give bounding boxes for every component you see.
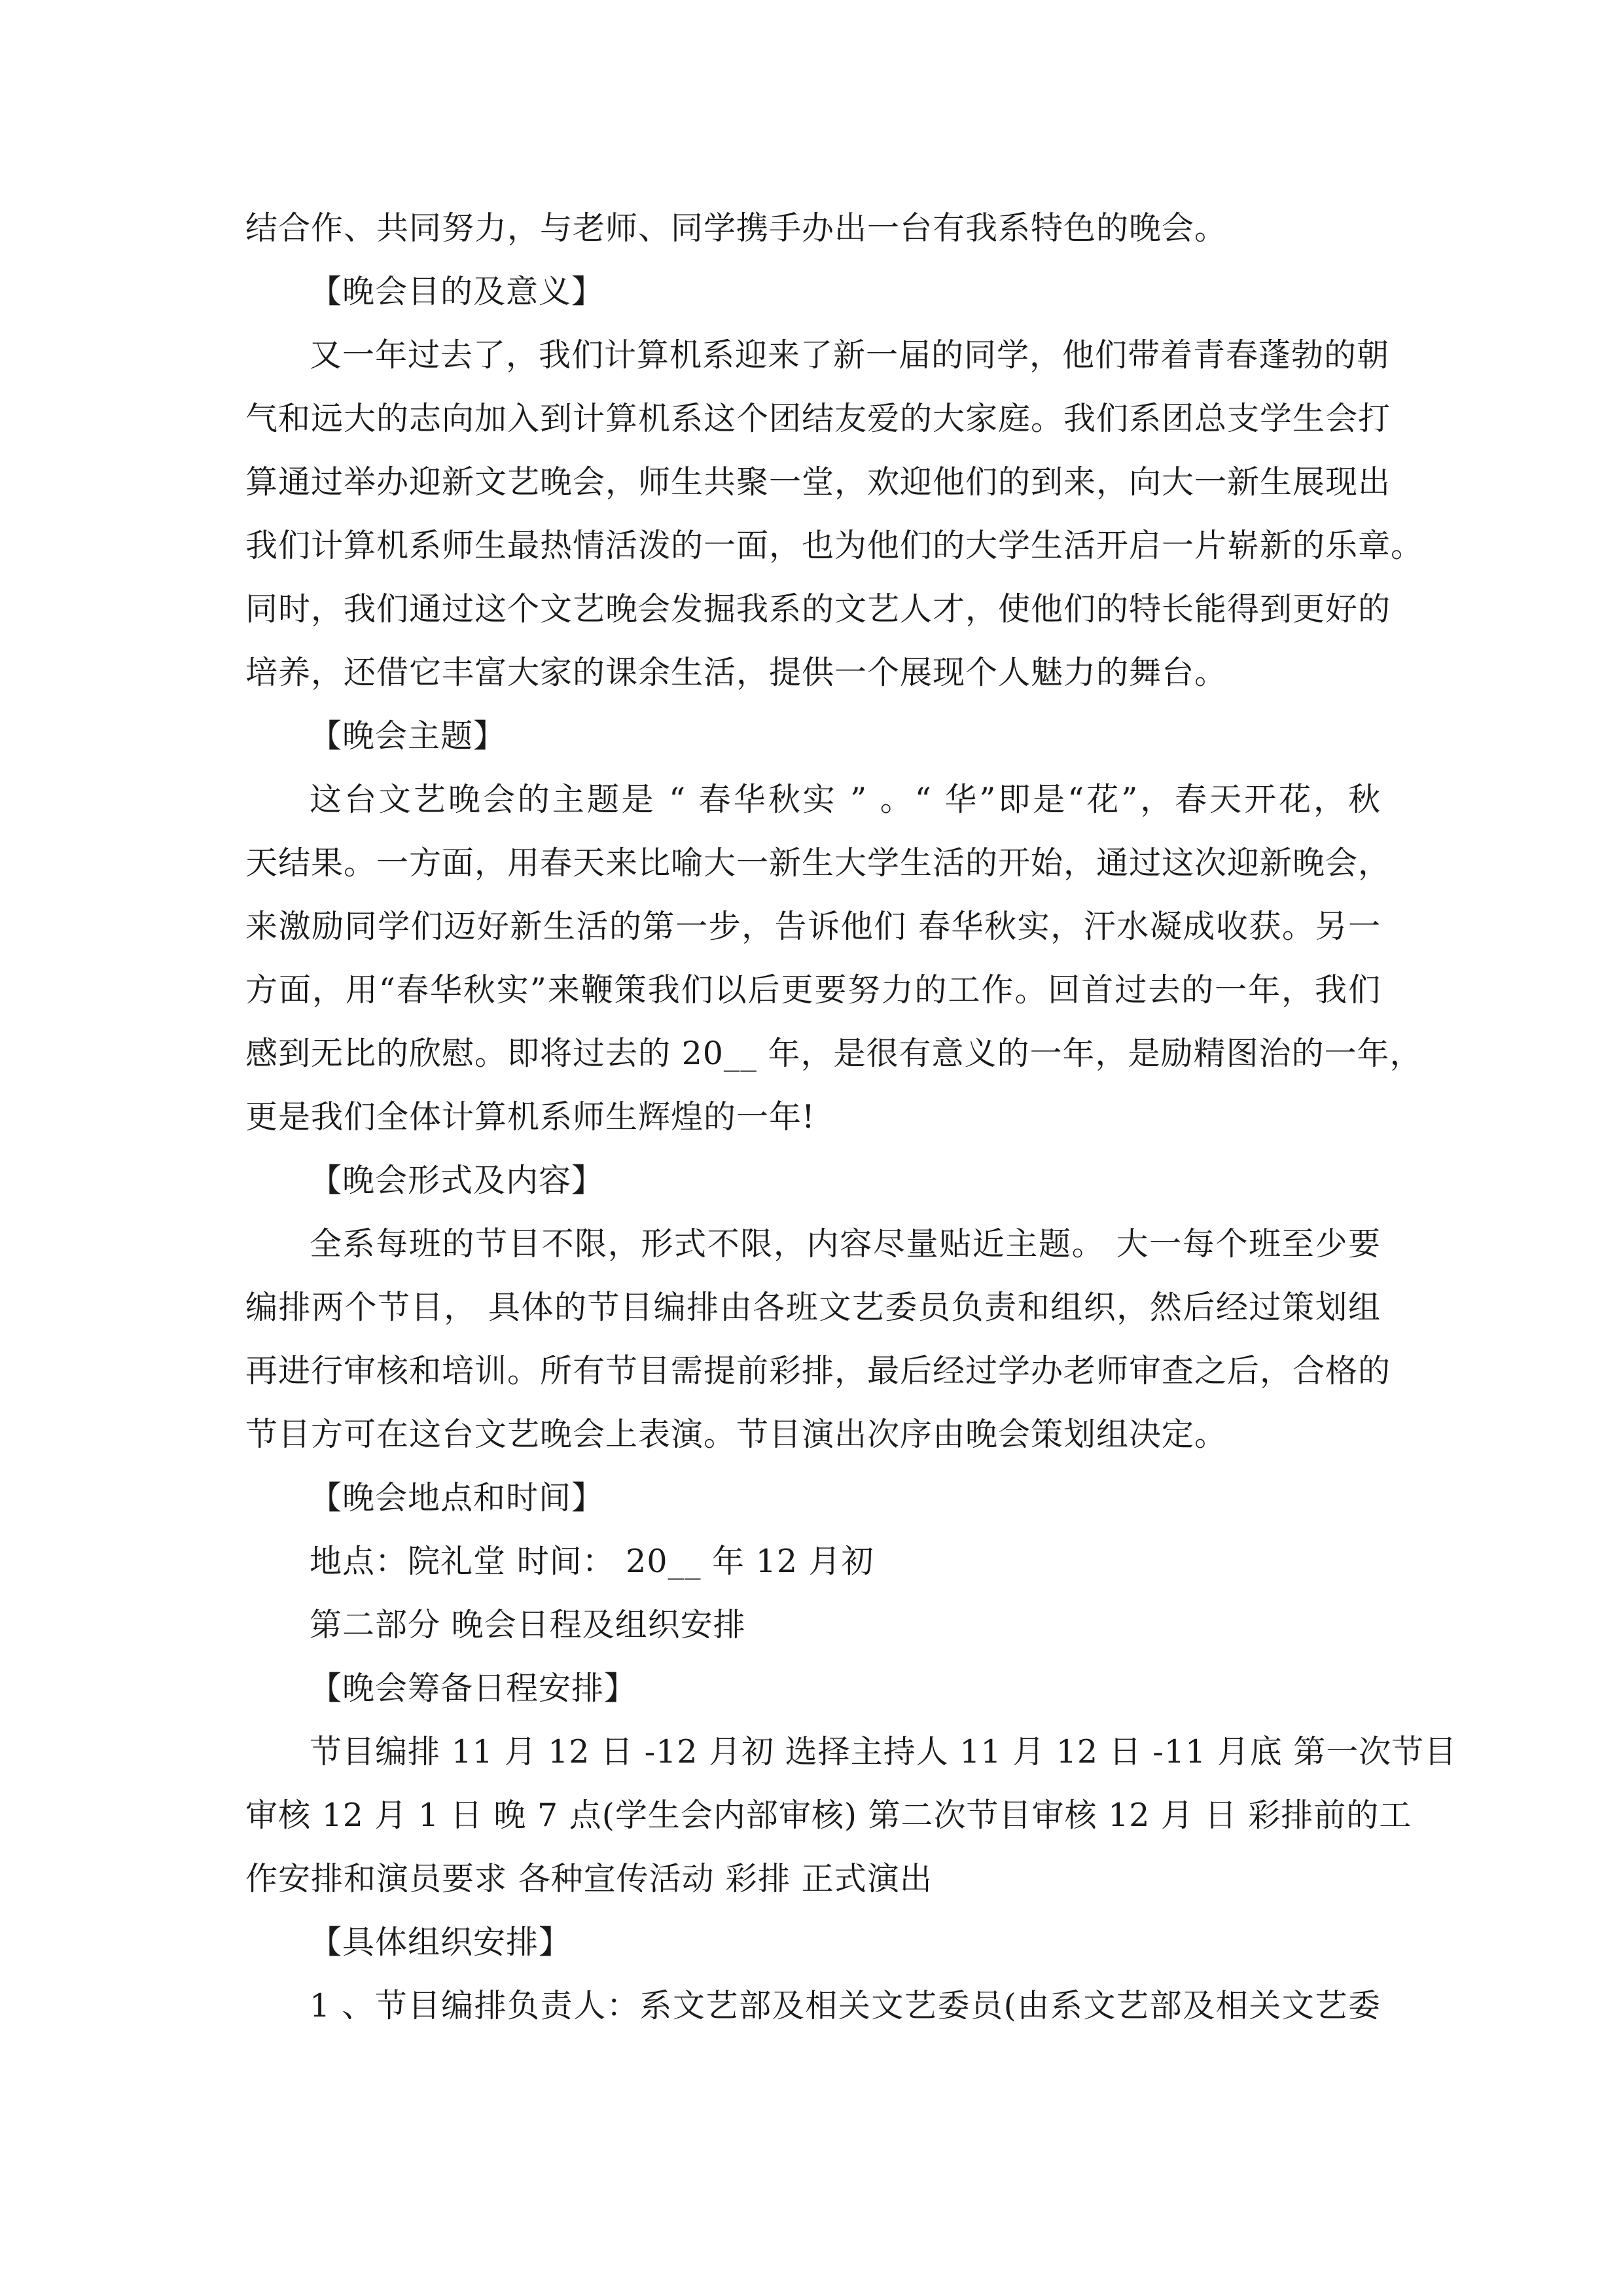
paragraph-line: 编排两个节目， 具体的节目编排由各班文艺委员负责和组织，然后经过策划组 <box>245 1289 1381 1326</box>
paragraph-line: 感到无比的欣慰。即将过去的 20__ 年，是很有意义的一年，是励精图治的一年， <box>245 1035 1423 1072</box>
paragraph-line: 方面，用“春华秋实”来鞭策我们以后更要努力的工作。回首过去的一年，我们 <box>245 971 1381 1009</box>
paragraph-line: 地点：院礼堂 时间： 20__ 年 12 月初 <box>310 1543 874 1580</box>
paragraph-line: 天结果。一方面，用春天来比喻大一新生大学生活的开始，通过这次迎新晚会， <box>245 844 1391 882</box>
paragraph-line: 来激励同学们迈好新生活的第一步，告诉他们 春华秋实，汗水凝成收获。另一 <box>245 908 1381 945</box>
section-heading-organization: 【具体组织安排】 <box>310 1924 572 1961</box>
paragraph-line: 又一年过去了，我们计算机系迎来了新一届的同学，他们带着青春蓬勃的朝 <box>310 336 1390 374</box>
section-heading-purpose: 【晚会目的及意义】 <box>310 273 605 310</box>
section-heading-venue: 【晚会地点和时间】 <box>310 1479 605 1516</box>
paragraph-line: 气和远大的志向加入到计算机系这个团结友爱的大家庭。我们系团总支学生会打 <box>245 400 1391 437</box>
paragraph-line: 更是我们全体计算机系师生辉煌的一年! <box>245 1098 815 1136</box>
section-heading-theme: 【晚会主题】 <box>310 717 507 755</box>
paragraph-line: 再进行审核和培训。所有节目需提前彩排，最后经过学办老师审查之后，合格的 <box>245 1352 1391 1390</box>
section-heading-format: 【晚会形式及内容】 <box>310 1162 605 1199</box>
paragraph-line: 结合作、共同努力，与老师、同学携手办出一台有我系特色的晚会。 <box>245 209 1228 247</box>
paragraph-line: 这台文艺晚会的主题是 “ 春华秋实 ” 。“ 华”即是“花”，春天开花，秋 <box>310 781 1381 818</box>
paragraph-line: 1 、节目编排负责人：系文艺部及相关文艺委员(由系文艺部及相关文艺委 <box>310 1987 1381 2024</box>
paragraph-line: 全系每班的节目不限，形式不限，内容尽量贴近主题。 大一每个班至少要 <box>310 1225 1381 1263</box>
paragraph-line: 同时，我们通过这个文艺晚会发掘我系的文艺人才，使他们的特长能得到更好的 <box>245 590 1391 628</box>
paragraph-line: 算通过举办迎新文艺晚会，师生共聚一堂，欢迎他们的到来，向大一新生展现出 <box>245 463 1391 501</box>
paragraph-line: 我们计算机系师生最热情活泼的一面，也为他们的大学生活开启一片崭新的乐章。 <box>245 527 1424 564</box>
paragraph-line: 培养，还借它丰富大家的课余生活，提供一个展现个人魅力的舞台。 <box>245 654 1228 691</box>
section-heading-schedule: 【晚会筹备日程安排】 <box>310 1670 637 1707</box>
part-heading: 第二部分 晚会日程及组织安排 <box>310 1606 746 1643</box>
paragraph-line: 节目方可在这台文艺晚会上表演。节目演出次序由晚会策划组决定。 <box>245 1416 1228 1453</box>
document-body <box>245 196 1457 2037</box>
paragraph-line: 审核 12 月 1 日 晚 7 点(学生会内部审核) 第二次节目审核 12 月 日 彩排前的工 <box>245 1797 1412 1834</box>
paragraph-line: 节目编排 11 月 12 日 -12 月初 选择主持人 11 月 12 日 -11 月底 第一次节目 <box>310 1733 1457 1770</box>
paragraph-line: 作安排和演员要求 各种宣传活动 彩排 正式演出 <box>245 1860 933 1897</box>
